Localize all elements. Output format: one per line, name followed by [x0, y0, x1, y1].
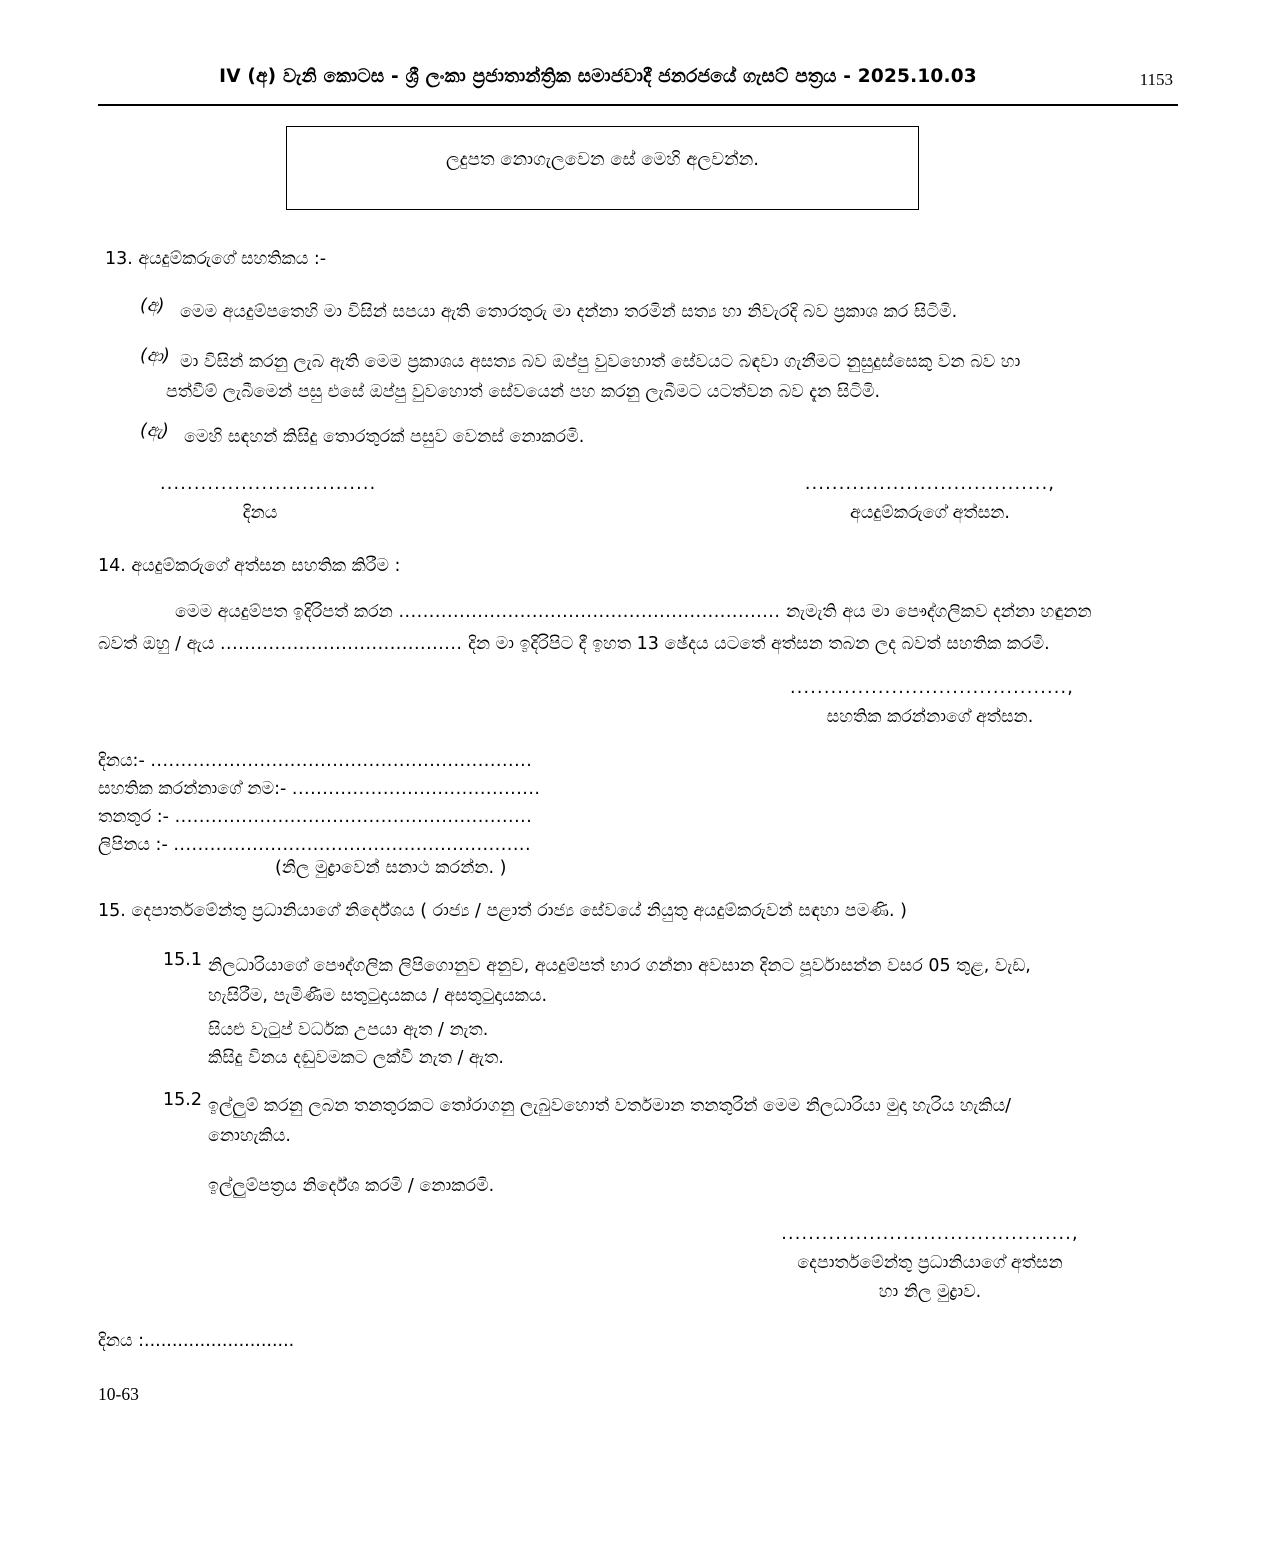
section-13-item-0-line-0: මෙම අයදුම්පතෙහි මා විසින් සපයා ඇති තොරතුරු මා දන්නා තරමින් සත්‍ය හා නිවැරදි බව ප්‍රකාශ කර සිටිමි.: [180, 302, 958, 322]
section-15-heading: 15. දෙපාර්තමේන්තු ප්‍රධානියාගේ නිර්දේශය ( රාජ්‍ය / පළාත් රාජ්‍ය සේවයේ නියුතු අයදුම්කරුවන් සඳහා පමණි. ): [98, 901, 907, 921]
section-15-2-marker: 15.2: [163, 1090, 202, 1110]
section-14-closing-text: දින මා ඉදිරිපිට දී ඉහත 13 ඡේදය යටතේ අත්සන තබන ලද බවත් සහතික කරමි.: [468, 634, 1050, 654]
certifier-field-date-dots[interactable]: ...............................................................: [150, 751, 533, 771]
department-head-signature-label-2: හා නිල මුද්‍රාව.: [878, 1282, 982, 1302]
section-13-item-1-line-0: මා විසින් කරනු ලැබ ඇති මෙම ප්‍රකාශය අසත්‍ය බව ඔප්පු වුවහොත් සේවයට බඳවා ගැනීමට නුසුදුස්සෙකු වන බව හා: [180, 352, 1021, 372]
section-14-intro-text: මෙම අයදුම්පත ඉදිරිපත් කරන: [175, 602, 393, 622]
certifier-signature-dots[interactable]: .........................................,: [790, 678, 1075, 698]
section-15-1-marker: 15.1: [163, 950, 202, 970]
applicant-signature-block: [800, 470, 1060, 528]
applicant-signature-dots[interactable]: ....................................,: [804, 474, 1056, 494]
receipt-paste-instruction: ලදුපත නොගැලවෙන සේ මෙහි අලවන්න.: [446, 149, 759, 170]
department-head-signature-dots[interactable]: ...........................................,: [781, 1224, 1079, 1244]
section-13-heading: 13. අයදුම්කරුගේ සහතිකය :-: [105, 249, 327, 269]
section-15-2-line-1: නොහැකිය.: [208, 1126, 291, 1146]
certifier-field-name-label: සහතික කරන්නාගේ නම:-: [98, 779, 287, 799]
applicant-date-block: [160, 470, 377, 528]
certifier-seal-note: (නිල මුද්‍රාවෙන් සනාථ කරන්න. ): [275, 858, 507, 878]
section-14-date-field-dots[interactable]: ........................................: [219, 634, 463, 654]
footer-date-line: දිනය :...........................: [98, 1331, 295, 1351]
section-15-note-1: කිසිදු විනය දඬුවමකට ලක්වී නැත / ඇත.: [208, 1048, 504, 1068]
certifier-field-name-dots[interactable]: .........................................: [291, 779, 541, 799]
certifier-field-position-label: තනතුර :-: [98, 807, 169, 827]
page-number: 1153: [1139, 70, 1173, 89]
section-14-body-line-1: [175, 596, 1092, 628]
certifier-signature-label: සහතික කරන්නාගේ අත්සන.: [826, 707, 1034, 727]
certifier-field-position-dots[interactable]: ...........................................................: [174, 807, 533, 827]
department-head-signature-label-1: දෙපාර්තමේන්තු ප්‍රධානියාගේ අත්සන: [797, 1253, 1063, 1273]
department-head-signature-block: [740, 1220, 1120, 1307]
certifier-field-address-dots[interactable]: ...........................................................: [173, 835, 532, 855]
section-15-recommendation-note: ඉල්ලුම්පත්‍රය නිර්දේශ කරමි / නොකරමි.: [208, 1176, 495, 1196]
footer-doc-code: 10-63: [98, 1384, 139, 1404]
section-13-item-2-marker: (ඇ): [140, 421, 169, 441]
header-divider: [98, 104, 1178, 106]
section-14-gender-text: බවත් ඔහු / ඇය: [98, 634, 215, 654]
section-14-intro-text-2: නැමැති අය මා පෞද්ගලිකව දන්නා හඳුනන: [786, 602, 1092, 622]
section-13-item-1-marker: (ආ): [140, 346, 170, 366]
applicant-date-dots[interactable]: ................................: [160, 474, 377, 494]
receipt-paste-box: [286, 126, 919, 210]
section-13-item-0-marker: (අ): [140, 296, 165, 316]
section-15-1-line-1: හැසිරීම, පැමිණීම සතුටුදායකය / අසතුටුදායකය.: [208, 986, 548, 1006]
section-15-2-line-0: ඉල්ලුම් කරනු ලබන තනතුරකට තෝරාගනු ලැබුවහොත් වර්තමාන තනතුරින් මෙම නිලධාරියා මුදා හැරිය හැකිය/: [208, 1096, 1012, 1116]
certifier-signature-block: [790, 674, 1075, 732]
section-15-note-0: සියළු වැටුප් වර්ධක උපයා ඇත / නැත.: [208, 1020, 489, 1040]
applicant-date-label: දිනය: [242, 503, 278, 523]
section-14-body-line-2: [98, 628, 1050, 660]
section-15-1-line-0: නිලධාරියාගේ පෞද්ගලික ලිපිගොනුව අනුව, අයදුම්පත් භාර ගන්නා අවසාන දිනට පූර්වාසන්න වසර 05 තුළ, වැඩ,: [208, 956, 1031, 976]
applicant-signature-label: අයදුම්කරුගේ අත්සන.: [850, 503, 1010, 523]
certifier-field-date-label: දිනය:-: [98, 751, 145, 771]
section-13-item-2-line-0: මෙහි සඳහන් කිසිදු තොරතුරක් පසුව වෙනස් නොකරමි.: [184, 427, 585, 447]
certifier-field-address-label: ලිපිනය :-: [98, 835, 168, 855]
section-14-heading: 14. අයදුම්කරුගේ අත්සන සහතික කිරීම :: [98, 556, 401, 576]
section-14-name-field-dots[interactable]: ...............................................................: [398, 602, 781, 622]
section-13-item-1-line-1: පත්වීම් ලැබීමෙන් පසු එසේ ඔප්පු වුවහොත් සේවයෙන් පහ කරනු ලැබීමට යටත්වන බව දැන සිටිමි.: [166, 382, 881, 402]
header-title: IV (අ) වැනි කොටස - ශ්‍රී ලංකා ප්‍රජාතාන්ත්‍රික සමාජවාදී ජනරජයේ ගැසට් පත්‍රය - 2025.10.03: [219, 66, 977, 87]
